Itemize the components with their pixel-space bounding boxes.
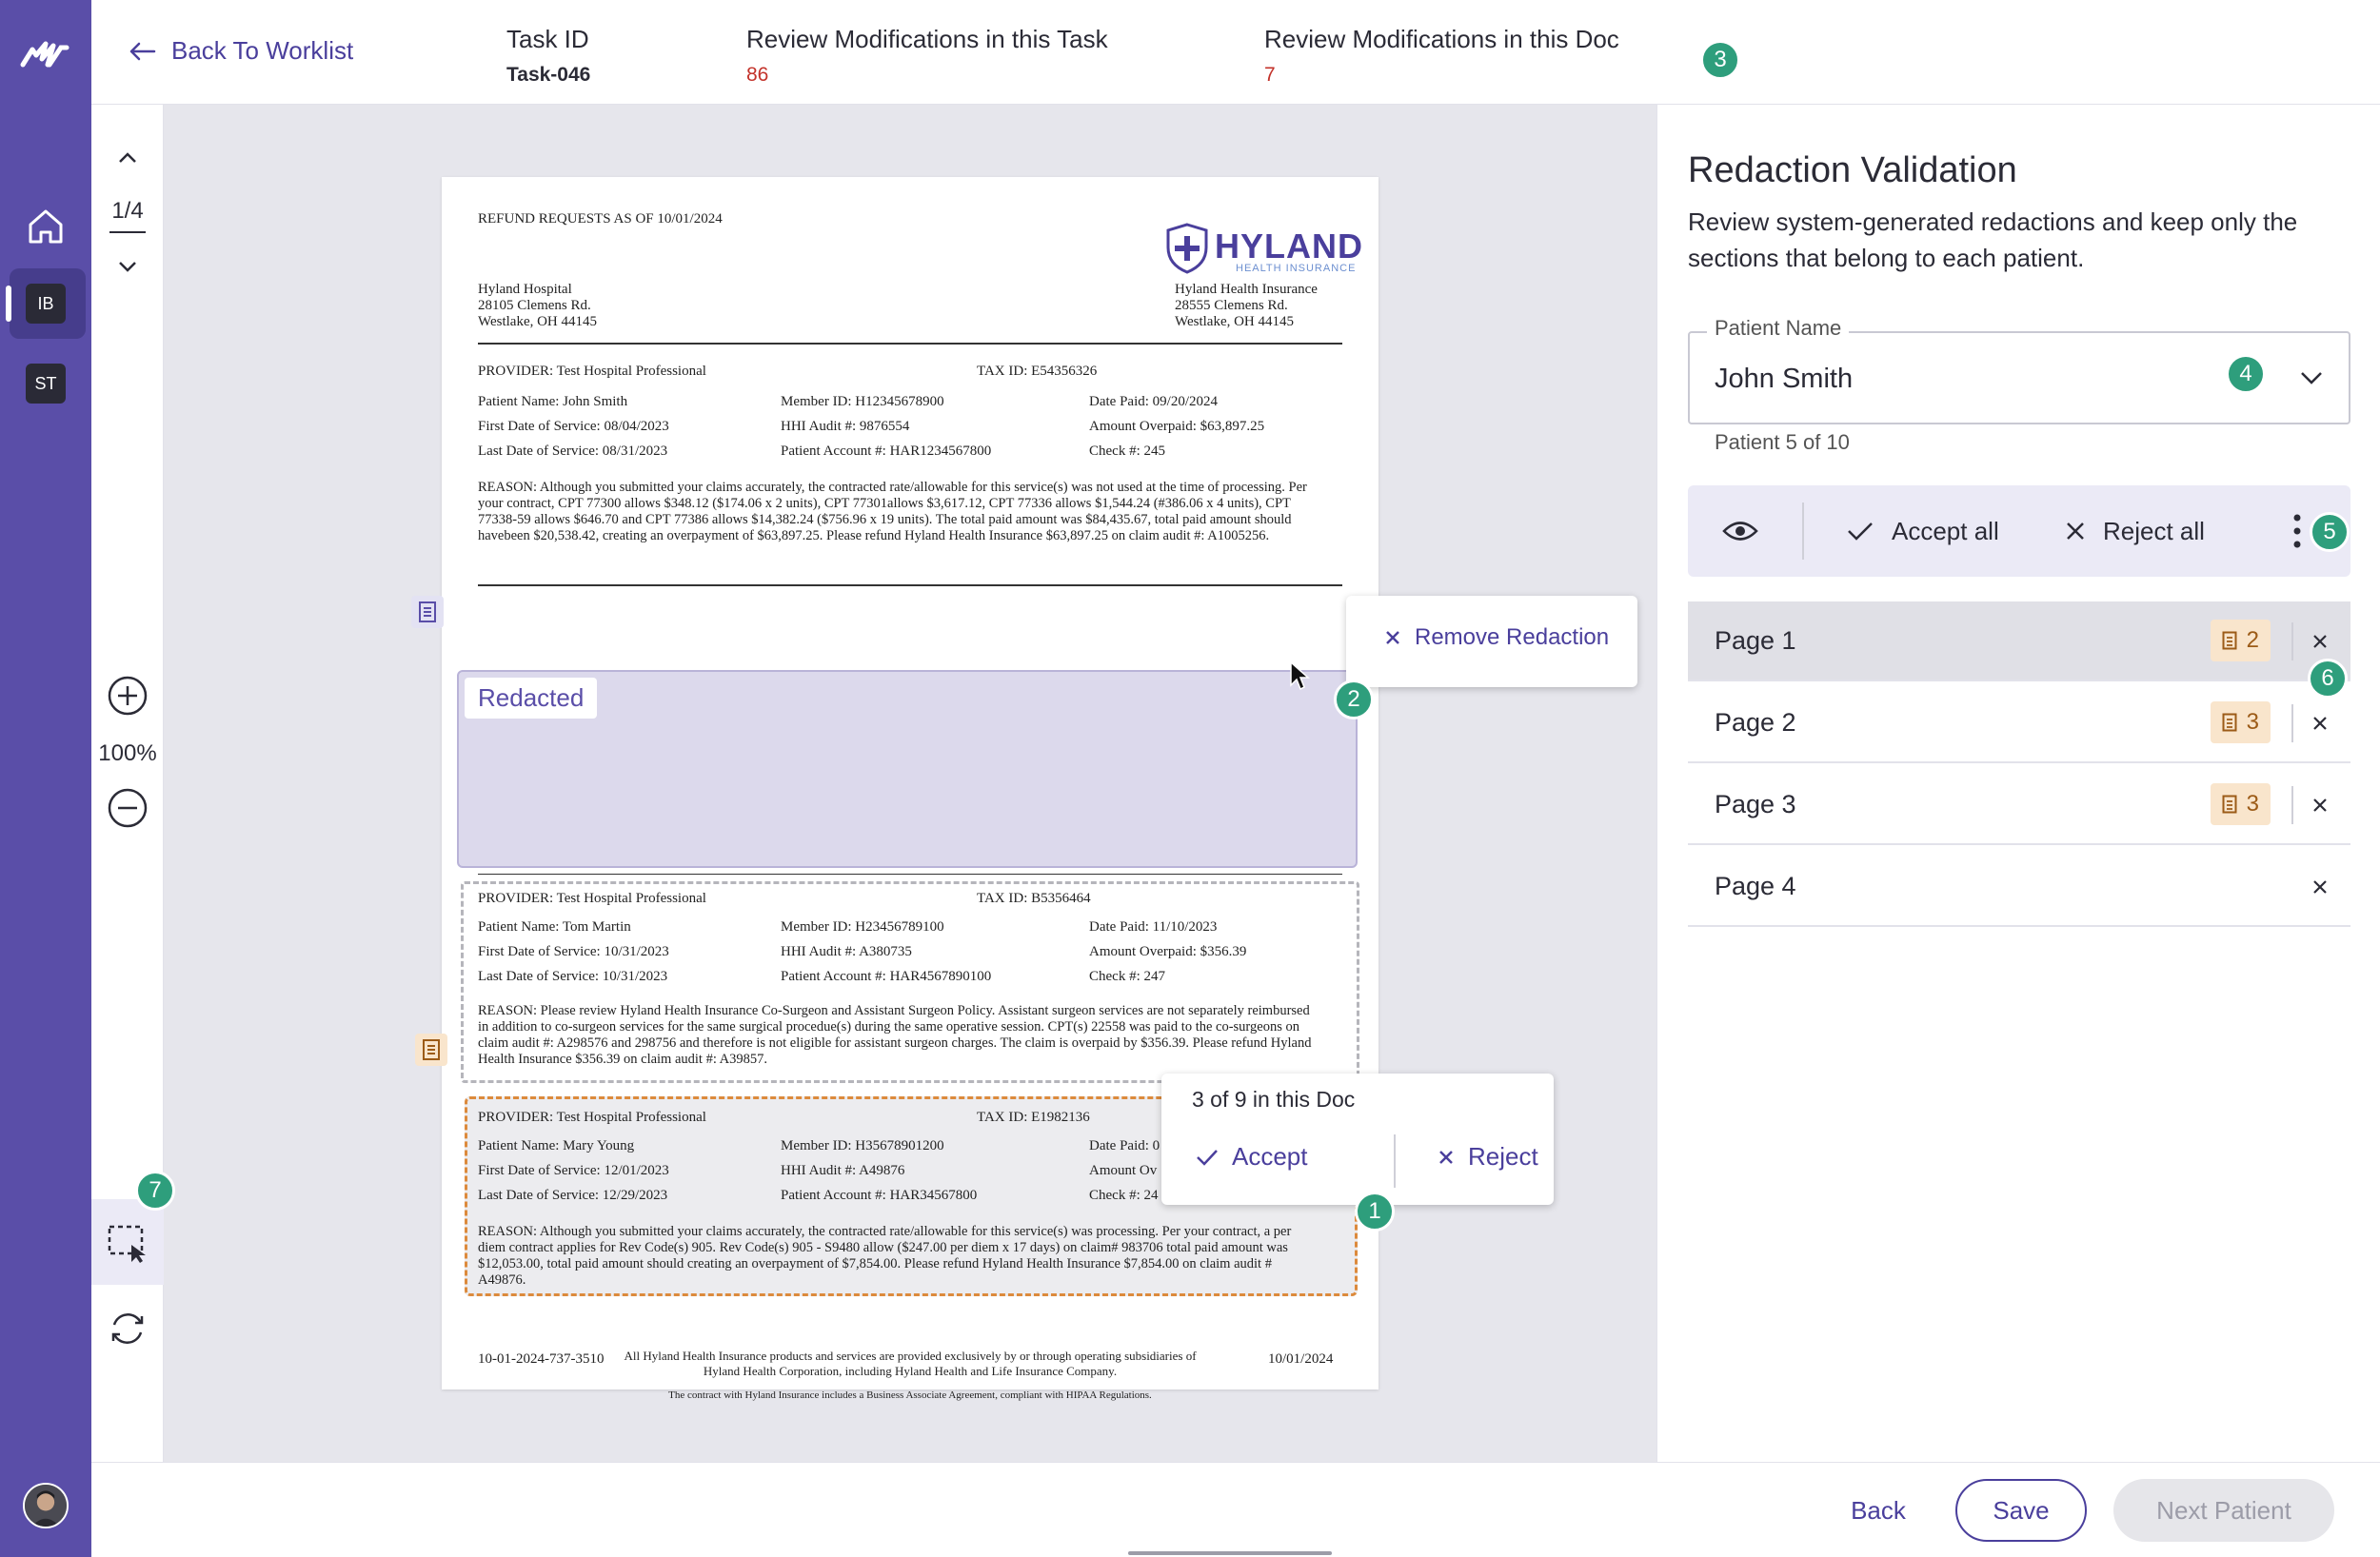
page-row-label: Page 2 bbox=[1715, 708, 1796, 737]
panel-description: Review system-generated redactions and keep only the sections that belong to each patient. bbox=[1688, 207, 2298, 272]
page-row-1[interactable] bbox=[1688, 601, 2350, 681]
to-address-line-1: Hyland Health Insurance bbox=[1175, 282, 1318, 297]
check-icon bbox=[1196, 1148, 1219, 1167]
next-patient-button[interactable]: Next Patient bbox=[2113, 1479, 2334, 1542]
redaction-marker-icon[interactable] bbox=[411, 596, 444, 628]
save-button[interactable]: Save bbox=[1955, 1479, 2087, 1542]
close-icon bbox=[1384, 629, 1401, 646]
block3-last-date: Last Date of Service: 12/29/2023 bbox=[478, 1188, 668, 1203]
logo-text: HYLAND bbox=[1215, 227, 1363, 266]
remove-redaction-button[interactable] bbox=[1384, 624, 1609, 651]
toggle-visibility-button[interactable] bbox=[1722, 485, 1758, 577]
actions-divider bbox=[1802, 503, 1804, 560]
block2-tax-id: TAX ID: B5356464 bbox=[977, 891, 1091, 906]
close-icon bbox=[1438, 1149, 1455, 1166]
block2-member: Member ID: H23456789100 bbox=[781, 919, 944, 935]
document-icon bbox=[2222, 713, 2237, 732]
panel-title: Redaction Validation bbox=[1688, 150, 2017, 190]
block1-reason: REASON: Although you submitted your claims accurately, the contracted rate/allowable for this service(s) was not used at the time of processing. Per your contract, CPT 77300 allows $348.12 ($174.06 x 2 units), CPT 77301allows $3,617.12, CPT 77336 allows $1,544.24 (#386.06 x 4 units), CPT 77338-59 allows $646.70 and CPT 77386 allows $14,382.24 ($756.96 x 19 units). The total paid amount was $84,435.67, total paid amount should havebeen $20,538.42, creating an overpayment of $63,897.25. Please refund Hyland Health Insurance $63,897.25 on claim audit #: A1005256. bbox=[478, 480, 1307, 543]
redaction-count-chip bbox=[2211, 620, 2271, 661]
patient-name-label: Patient Name bbox=[1707, 316, 1849, 341]
chevron-up-icon bbox=[117, 151, 138, 165]
step-marker-4: 4 bbox=[2226, 354, 2266, 394]
accept-label: Accept bbox=[1232, 1142, 1308, 1171]
zoom-level: 100% bbox=[98, 740, 157, 766]
remove-page-button[interactable] bbox=[2303, 624, 2337, 659]
zoom-out-button[interactable] bbox=[91, 784, 164, 832]
viewer-toolbar bbox=[91, 105, 164, 1462]
step-marker-7: 7 bbox=[135, 1171, 175, 1211]
block2-audit: HHI Audit #: A380735 bbox=[781, 944, 912, 959]
redacted-tag: Redacted bbox=[465, 678, 597, 719]
block1-provider: PROVIDER: Test Hospital Professional bbox=[478, 364, 706, 379]
close-icon bbox=[2312, 798, 2328, 813]
block1-audit: HHI Audit #: 9876554 bbox=[781, 419, 910, 434]
close-icon bbox=[2312, 634, 2328, 649]
chevron-down-icon bbox=[117, 260, 138, 273]
to-address-line-2: 28555 Clemens Rd. bbox=[1175, 298, 1288, 313]
horizontal-scroll-handle[interactable] bbox=[1128, 1551, 1332, 1555]
popover-divider bbox=[1394, 1134, 1396, 1188]
document-icon bbox=[2222, 795, 2237, 814]
task-id-value: Task-046 bbox=[506, 64, 591, 86]
arrow-left-icon bbox=[128, 40, 156, 63]
page-indicator: 1/4 bbox=[111, 198, 144, 224]
document-page bbox=[442, 177, 1378, 1401]
doc-footer-line-3: The contract with Hyland Insurance includes a Business Associate Agreement, compliant with HIPAA Regulations. bbox=[668, 1389, 1152, 1401]
review-marker-icon[interactable] bbox=[415, 1034, 447, 1066]
from-address-line-3: Westlake, OH 44145 bbox=[478, 314, 598, 329]
block1-patient: Patient Name: John Smith bbox=[478, 394, 628, 409]
page-row-label: Page 3 bbox=[1715, 790, 1796, 818]
redaction-count-chip bbox=[2211, 783, 2271, 825]
area-select-tool-button[interactable] bbox=[91, 1214, 164, 1271]
row-separator bbox=[2291, 786, 2293, 824]
page-row-label: Page 4 bbox=[1715, 872, 1796, 900]
block1-account: Patient Account #: HAR1234567800 bbox=[781, 443, 992, 459]
accept-all-button[interactable] bbox=[1846, 485, 1999, 577]
remove-redaction-label: Remove Redaction bbox=[1415, 624, 1610, 650]
next-page-button[interactable] bbox=[91, 247, 164, 286]
document-canvas bbox=[164, 105, 1656, 1462]
top-header bbox=[91, 0, 2380, 105]
document-icon bbox=[418, 601, 437, 623]
doc-footer-date: 10/01/2024 bbox=[1268, 1351, 1334, 1367]
row-separator bbox=[2291, 704, 2293, 742]
task-id-label: Task ID bbox=[506, 25, 589, 53]
block2-patient: Patient Name: Tom Martin bbox=[478, 919, 631, 935]
hyland-shield-icon bbox=[1165, 223, 1209, 274]
redaction-count: 3 bbox=[2246, 709, 2259, 735]
block2-overpaid: Amount Overpaid: $356.39 bbox=[1089, 944, 1247, 959]
doc-divider bbox=[478, 874, 1342, 875]
redaction-count-chip bbox=[2211, 701, 2271, 743]
block2-check: Check #: 247 bbox=[1089, 969, 1165, 984]
patient-name-value: John Smith bbox=[1715, 364, 1854, 394]
more-vertical-icon bbox=[2293, 514, 2301, 548]
back-to-worklist-label: Back To Worklist bbox=[171, 36, 354, 65]
doc-footer-id: 10-01-2024-737-3510 bbox=[478, 1351, 605, 1367]
block3-account: Patient Account #: HAR34567800 bbox=[781, 1188, 978, 1203]
patient-count: Patient 5 of 10 bbox=[1715, 430, 1850, 454]
zoom-in-button[interactable] bbox=[91, 672, 164, 719]
block3-reason: REASON: Although you submitted your claims accurately, the contracted rate/allowable for this service(s) was processing. Per your contract, a per diem contract applies for Rev Code(s) 905. Rev Code(s) 905 - S9480 allow ($247.00 per diem x 17 days) on claim# 983706 total paid amount was $12,053.00, total paid amount should creating an overpayment of $7,854.00. Please refund Hyland Health Insurance $7,854.00 on claim audit # A49876. bbox=[478, 1224, 1292, 1288]
block2-first-date: First Date of Service: 10/31/2023 bbox=[478, 944, 669, 959]
block3-tax-id: TAX ID: E1982136 bbox=[977, 1110, 1090, 1125]
block3-first-date: First Date of Service: 12/01/2023 bbox=[478, 1163, 669, 1178]
remove-page-button[interactable] bbox=[2303, 870, 2337, 904]
block3-patient: Patient Name: Mary Young bbox=[478, 1138, 635, 1153]
block3-check: Check #: 24 bbox=[1089, 1188, 1159, 1203]
review-count-text: 3 of 9 in this Doc bbox=[1192, 1087, 1356, 1112]
doc-heading: REFUND REQUESTS AS OF 10/01/2024 bbox=[478, 211, 723, 227]
doc-modifications-block bbox=[1264, 25, 1619, 87]
user-avatar-image bbox=[25, 1485, 67, 1527]
block2-reason: REASON: Please review Hyland Health Insurance Co-Surgeon and Assistant Surgeon Policy. Assistant surgeon services are not separately reimbursed in addition to co-surgeon services for the same surgical procedue(s) during the same operative session. CPT(s) 22558 was paid to the co-surgeons on claim audit #: A298576 and 298756 and therefore is not eligible for assistant surgeon charges. The claim is overpaid by $356.39. Please refund Hyland Health Insurance $356.39 on claim audit #: A39857. bbox=[478, 1003, 1312, 1067]
zoom-out-icon bbox=[107, 787, 149, 829]
previous-page-button[interactable] bbox=[91, 139, 164, 177]
refresh-icon bbox=[107, 1308, 149, 1350]
refresh-button[interactable] bbox=[91, 1300, 164, 1357]
redaction-count: 3 bbox=[2246, 791, 2259, 817]
mouse-cursor-icon bbox=[1289, 660, 1310, 691]
step-marker-2: 2 bbox=[1334, 680, 1374, 719]
task-modifications-block bbox=[746, 25, 1108, 87]
block1-first-date: First Date of Service: 08/04/2023 bbox=[478, 419, 669, 434]
block2-provider: PROVIDER: Test Hospital Professional bbox=[478, 891, 706, 906]
zoom-in-icon bbox=[107, 675, 149, 717]
doc-footer-line-2: Hyland Health Corporation, including Hyland Health and Life Insurance Company. bbox=[703, 1364, 1118, 1378]
back-button[interactable]: Back bbox=[1851, 1495, 1906, 1525]
remove-page-button[interactable] bbox=[2303, 788, 2337, 822]
step-marker-6: 6 bbox=[2308, 659, 2348, 699]
from-address-line-2: 28105 Clemens Rd. bbox=[478, 298, 591, 313]
page-indicator-underline bbox=[91, 230, 164, 234]
remove-page-button[interactable] bbox=[2303, 706, 2337, 740]
area-select-icon bbox=[107, 1222, 149, 1264]
task-modifications-label: Review Modifications in this Task bbox=[746, 25, 1108, 53]
check-icon bbox=[1846, 521, 1874, 542]
block3-audit: HHI Audit #: A49876 bbox=[781, 1163, 905, 1178]
app-ib-button[interactable]: IB bbox=[26, 284, 66, 324]
page-row-label: Page 1 bbox=[1715, 626, 1796, 655]
block3-provider: PROVIDER: Test Hospital Professional bbox=[478, 1110, 706, 1125]
block1-last-date: Last Date of Service: 08/31/2023 bbox=[478, 443, 668, 459]
close-icon bbox=[2065, 521, 2086, 542]
redacted-region[interactable] bbox=[457, 670, 1358, 868]
chevron-down-icon bbox=[2299, 369, 2324, 386]
more-options-button[interactable] bbox=[2293, 485, 2301, 577]
redaction-validation-panel bbox=[1656, 105, 2380, 1462]
doc-footer-line-1: All Hyland Health Insurance products and services are provided exclusively by or through operating subsidiaries of bbox=[624, 1349, 1197, 1363]
reject-button[interactable] bbox=[1438, 1142, 1538, 1172]
block2-account: Patient Account #: HAR4567890100 bbox=[781, 969, 992, 984]
reject-all-button[interactable] bbox=[2065, 485, 2205, 577]
block1-check: Check #: 245 bbox=[1089, 443, 1165, 459]
app-rail bbox=[0, 0, 91, 1557]
task-id-block bbox=[506, 25, 590, 87]
back-to-worklist-link[interactable] bbox=[128, 36, 353, 66]
document-icon bbox=[2222, 631, 2237, 650]
remove-redaction-popover bbox=[1346, 596, 1637, 687]
to-address-line-3: Westlake, OH 44145 bbox=[1175, 314, 1295, 329]
block3-overpaid: Amount Ov bbox=[1089, 1163, 1158, 1178]
close-icon bbox=[2312, 879, 2328, 895]
page-row-2[interactable] bbox=[1688, 683, 2350, 763]
close-icon bbox=[2312, 716, 2328, 731]
doc-divider bbox=[478, 584, 1342, 586]
doc-modifications-label: Review Modifications in this Doc bbox=[1264, 25, 1619, 53]
step-marker-1: 1 bbox=[1355, 1192, 1395, 1232]
redaction-count: 2 bbox=[2246, 627, 2259, 653]
block2-last-date: Last Date of Service: 10/31/2023 bbox=[478, 969, 668, 984]
block1-tax-id: TAX ID: E54356326 bbox=[977, 364, 1098, 379]
step-marker-5: 5 bbox=[2310, 512, 2350, 552]
block3-date-paid: Date Paid: 0 bbox=[1089, 1138, 1160, 1153]
reject-label: Reject bbox=[1468, 1142, 1538, 1171]
step-marker-3: 3 bbox=[1700, 40, 1740, 80]
block1-member: Member ID: H12345678900 bbox=[781, 394, 944, 409]
eye-icon bbox=[1722, 519, 1758, 543]
logo-subtext: HEALTH INSURANCE bbox=[1236, 263, 1357, 274]
block2-date-paid: Date Paid: 11/10/2023 bbox=[1089, 919, 1218, 935]
app-st-button[interactable]: ST bbox=[26, 364, 66, 404]
page-row-3[interactable] bbox=[1688, 765, 2350, 845]
review-popover bbox=[1161, 1074, 1554, 1205]
page-indicator-underline-bar bbox=[109, 231, 146, 233]
brand-logo-icon[interactable] bbox=[19, 36, 72, 74]
block1-overpaid: Amount Overpaid: $63,897.25 bbox=[1089, 419, 1265, 434]
doc-modifications-count: 7 bbox=[1264, 64, 1276, 86]
document-icon bbox=[422, 1038, 441, 1061]
accept-all-label: Accept all bbox=[1892, 516, 1999, 545]
user-avatar[interactable] bbox=[23, 1483, 69, 1528]
from-address-line-1: Hyland Hospital bbox=[478, 282, 572, 297]
block1-date-paid: Date Paid: 09/20/2024 bbox=[1089, 394, 1218, 409]
page-row-4[interactable] bbox=[1688, 847, 2350, 927]
task-modifications-count: 86 bbox=[746, 64, 769, 86]
active-app-indicator bbox=[6, 286, 11, 322]
home-icon[interactable] bbox=[25, 206, 67, 247]
reject-all-label: Reject all bbox=[2103, 516, 2205, 545]
bulk-actions-bar bbox=[1688, 485, 2350, 577]
accept-button[interactable] bbox=[1196, 1142, 1308, 1172]
row-separator bbox=[2291, 622, 2293, 660]
block3-member: Member ID: H35678901200 bbox=[781, 1138, 944, 1153]
doc-divider bbox=[478, 343, 1342, 345]
